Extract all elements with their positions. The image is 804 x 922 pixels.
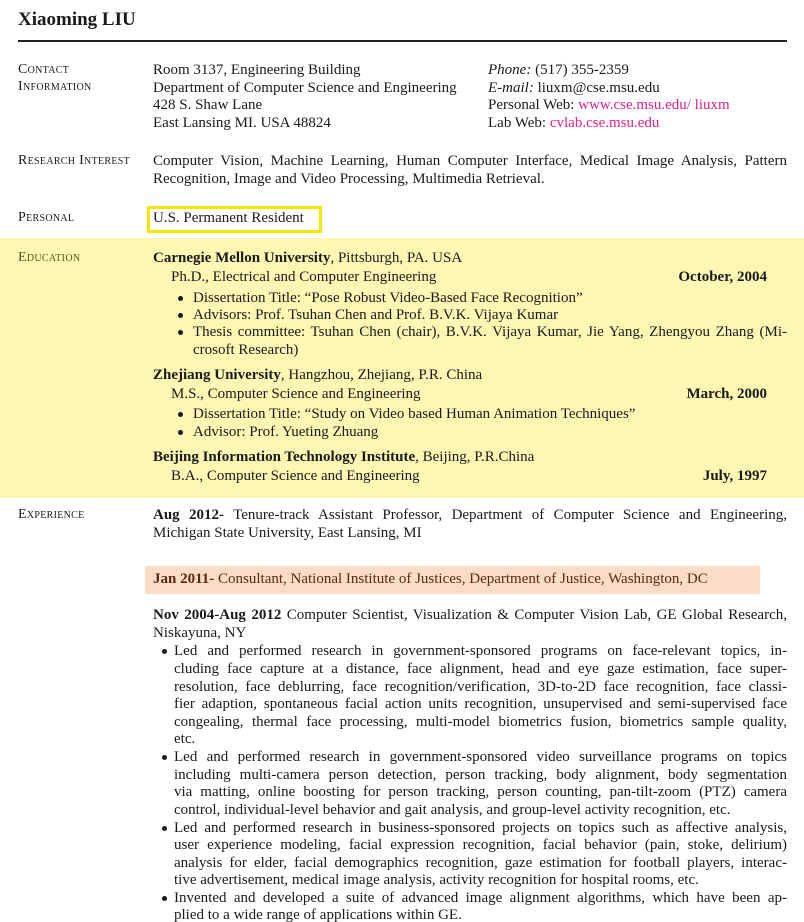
bullet-icon xyxy=(162,649,167,654)
personal-label: Personal xyxy=(18,210,75,225)
address-line: East Lansing MI. USA 48824 xyxy=(153,115,331,131)
experience-bullet-line: control, individual-level behavior and gait analysis, and group-level activity recognition, etc. xyxy=(174,802,731,818)
phone xyxy=(488,61,629,79)
degree: B.A., Computer Science and Engineering xyxy=(171,468,420,484)
experience-line xyxy=(153,570,708,588)
school-name-line xyxy=(153,366,482,384)
school-location: , Hangzhou, Zhejiang, P.R. China xyxy=(280,367,483,383)
experience-bullet-line: resolution, face deblurring, face recognition/verification, 3D-to-2D face recognition, face classi- xyxy=(174,679,787,695)
experience-line xyxy=(153,606,787,624)
experience-bullet-line: analysis for elder, facial demographics recognition, gaze estimation for football players, interac- xyxy=(174,855,787,871)
experience-title: Computer Scientist, Visualization & Computer Vision Lab, GE Global Research, xyxy=(281,607,787,623)
experience-bullet-line: user experience modeling, facial expression recognition, facial behavior (pain, stoke, delirium) xyxy=(174,837,787,853)
experience-title: Tenure-track Assistant Professor, Department of Computer Science and Engineering, xyxy=(224,507,787,523)
school-location: , Beijing, P.R.China xyxy=(415,449,535,465)
school-name-line xyxy=(153,249,462,267)
personal-web xyxy=(488,96,730,114)
degree: Ph.D., Electrical and Computer Engineering xyxy=(171,269,437,285)
bullet-icon xyxy=(178,330,183,335)
experience-bullet-line: cluding face capture at a distance, face alignment, head and eye gaze estimation, face super- xyxy=(174,661,787,677)
contact-label-2: Information xyxy=(18,79,92,94)
experience-line xyxy=(153,506,787,524)
research-line: Computer Vision, Machine Learning, Human Computer Interface, Medical Image Analysis, Pattern xyxy=(153,153,787,169)
bullet-icon xyxy=(162,826,167,831)
address-line: 428 S. Shaw Lane xyxy=(153,97,263,113)
degree: M.S., Computer Science and Engineering xyxy=(171,386,421,402)
research-label: Research Interest xyxy=(18,153,131,168)
experience-date: Nov 2004-Aug 2012 xyxy=(153,607,282,623)
research-line: Recognition, Image and Video Processing, Multimedia Retrieval. xyxy=(153,171,545,187)
experience-line: Niskayuna, NY xyxy=(153,625,247,641)
experience-bullet-line: via matting, online boosting for person tracking, person counting, pan-tilt-zoom (PTZ) camera xyxy=(174,784,787,800)
experience-bullet-line: fier adaption, spontaneous facial action units recognition, unsupervised and semi-supervised face xyxy=(174,696,787,712)
address-line: Department of Computer Science and Engineering xyxy=(153,80,457,96)
degree-date: March, 2000 xyxy=(686,386,767,402)
experience-date: Jan 2011- xyxy=(153,571,215,587)
cv-name: Xiaoming LIU xyxy=(18,9,136,30)
lab-web-link[interactable]: cvlab.cse.msu.edu xyxy=(549,115,660,131)
phone-value: (517) 355-2359 xyxy=(535,62,629,78)
email-label: E-mail: xyxy=(488,80,534,96)
bullet-icon xyxy=(162,896,167,901)
degree-date: July, 1997 xyxy=(702,468,767,484)
personal-web-link[interactable]: www.cse.msu.edu/ liuxm xyxy=(578,97,730,113)
bullet-icon xyxy=(178,313,183,318)
experience-bullet-line: congealing, thermal face processing, multi-model biometrics fusion, biometrics sample quality, xyxy=(174,714,787,730)
experience-label: Experience xyxy=(18,507,85,522)
experience-bullet-line: tive advertisement, medical image analysis, activity recognition for hospital rooms, etc. xyxy=(174,872,699,888)
personal-value: U.S. Permanent Resident xyxy=(153,210,304,226)
experience-title: Consultant, National Institute of Justices, Department of Justice, Washington, DC xyxy=(214,571,708,587)
school-name-line xyxy=(153,448,534,466)
lab-web xyxy=(488,114,659,132)
degree-date: October, 2004 xyxy=(678,269,767,285)
education-bullet: Dissertation Title: “Pose Robust Video-Based Face Recognition” xyxy=(193,290,583,306)
address-line: Room 3137, Engineering Building xyxy=(153,62,361,78)
experience-bullet-line: Led and performed research in government-sponsored programs on face-relevant topics, in- xyxy=(174,643,787,659)
experience-date: Aug 2012- xyxy=(153,507,225,523)
bullet-icon xyxy=(178,296,183,301)
experience-bullet-line: including multi-camera person detection, person tracking, body alignment, body segmentation xyxy=(174,767,787,783)
school-name: Zhejiang University xyxy=(153,367,281,383)
email xyxy=(488,79,660,97)
experience-bullet-line: Led and performed research in government-sponsored video surveillance programs on topics xyxy=(174,749,787,765)
bullet-icon xyxy=(178,430,183,435)
experience-bullet-line: etc. xyxy=(174,731,196,747)
education-bullet: Advisor: Prof. Yueting Zhuang xyxy=(193,424,379,440)
experience-line: Michigan State University, East Lansing, MI xyxy=(153,525,422,541)
phone-label: Phone: xyxy=(488,62,532,78)
school-location: , Pittsburgh, PA. USA xyxy=(330,250,463,266)
web-label: Personal Web: xyxy=(488,97,575,113)
experience-bullet-line: Led and performed research in business-sponsored projects on topics such as affective analysis, xyxy=(174,820,787,836)
education-bullet: Advisors: Prof. Tsuhan Chen and Prof. B.V.K. Vijaya Kumar xyxy=(193,307,559,323)
email-value[interactable]: liuxm@cse.msu.edu xyxy=(537,80,660,96)
contact-label-1: Contact xyxy=(18,62,70,77)
experience-bullet-line: Invented and developed a suite of advanced image alignment algorithms, which have been ap- xyxy=(174,890,787,906)
school-name: Carnegie Mellon University xyxy=(153,250,331,266)
bullet-icon xyxy=(162,755,167,760)
bullet-icon xyxy=(178,412,183,417)
school-name: Beijing Information Technology Institute xyxy=(153,449,416,465)
header-rule xyxy=(18,40,787,42)
lab-label: Lab Web: xyxy=(488,115,547,131)
education-bullet: Thesis committee: Tsuhan Chen (chair), B.V.K. Vijaya Kumar, Jie Yang, Zhengyou Zhang (Mi- xyxy=(193,324,787,340)
experience-bullet-line: plied to a wide range of applications within GE. xyxy=(174,907,462,922)
education-label: Education xyxy=(18,250,81,265)
education-bullet: crosoft Research) xyxy=(193,342,299,358)
education-bullet: Dissertation Title: “Study on Video based Human Animation Techniques” xyxy=(193,406,636,422)
